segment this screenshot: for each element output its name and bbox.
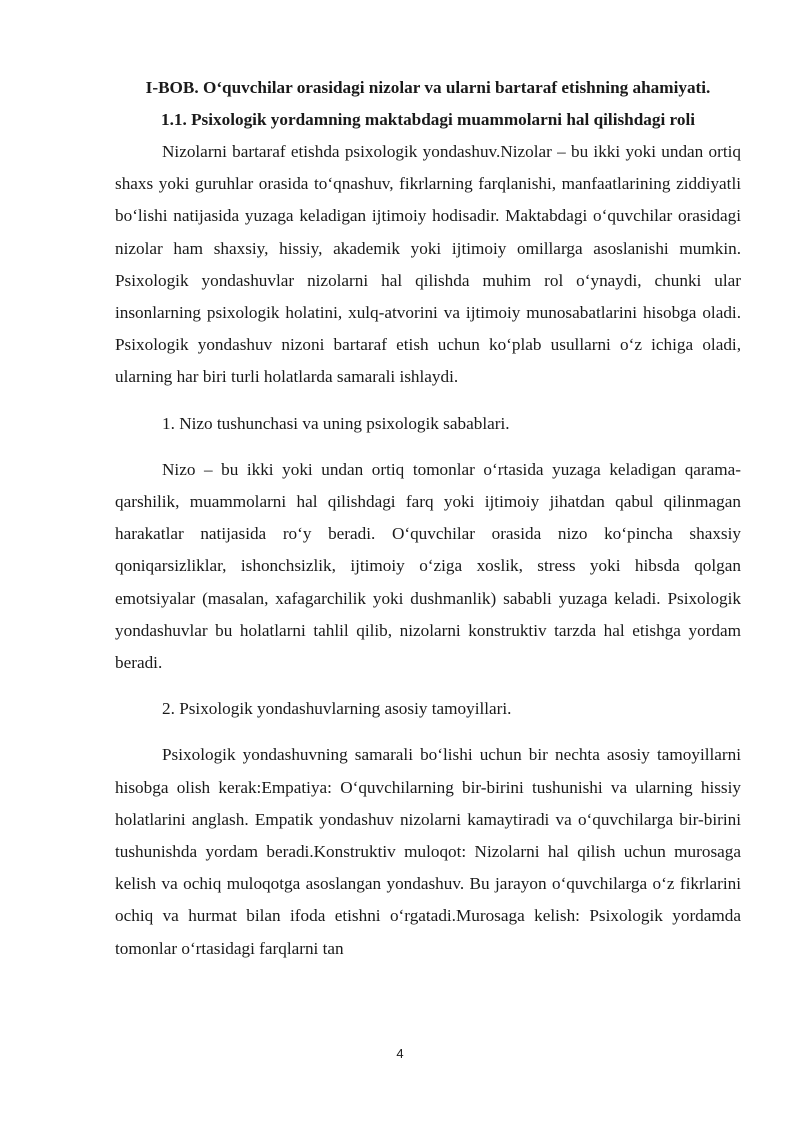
chapter-heading: I-BOB. O‘quvchilar orasidagi nizolar va ularni bartaraf etishning ahamiyati. [145,78,711,97]
list-item-heading-2: 2. Psixologik yondashuvlarning asosiy tamoyillari. [162,699,512,719]
page-number: 4 [396,1046,404,1061]
section-heading: 1.1. Psixologik yordamning maktabdagi muammolarni hal qilishdagi roli [160,110,696,129]
paragraph-conflict-definition: Nizo – bu ikki yoki undan ortiq tomonlar o‘rtasida yuzaga keladigan qarama-qarshilik, muammolarni hal qilishdagi farq yoki ijtimoiy jihatdan qabul qilinmagan harakatlar natijasida ro‘y beradi. O‘quvchilar orasida nizo ko‘pincha shaxsiy qoniqarsizliklar, ishonchsizlik, ijtimoiy o‘ziga xoslik, stress yoki hibsda qolgan emotsiyalar (masalan, xafagarchilik yoki dushmanlik) sababli yuzaga keladi. Psixologik yondashuvlar bu holatlarni tahlil qilib, nizolarni konstruktiv tarzda hal etishga yordam beradi. [115,459,741,673]
document-page [115,70,741,965]
paragraph-principles: Psixologik yondashuvning samarali bo‘lishi uchun bir nechta asosiy tamoyillarni hisobga olish kerak:Empatiya: O‘quvchilarning bir-birini tushunishi va ularning hissiy holatlarini anglash. Empatik yondashuv nizolarni kamaytiradi va o‘quvchilarga bir-birini tushunishda yordam beradi.Konstruktiv muloqot: Nizolarni hal qilish uchun murosaga kelish va ochiq muloqotga asoslangan yondashuv. Bu jarayon o‘quvchilarga o‘z fikrlarini ochiq va hurmat bilan ifoda etishni o‘rgatadi.Murosaga kelish: Psixologik yordamda tomonlar o‘rtasidagi farqlarni tan [115,745,741,958]
paragraph-intro: Nizolarni bartaraf etishda psixologik yondashuv.Nizolar – bu ikki yoki undan ortiq shaxs yoki guruhlar orasida to‘qnashuv, fikrlarning farqlanishi, manfaatlarining ziddiyatli bo‘lishi natijasida yuzaga keladigan ijtimoiy hodisadir. Maktabdagi o‘quvchilar orasidagi nizolar ham shaxsiy, hissiy, akademik yoki ijtimoiy omillarga asoslanishi mumkin. Psixologik yondashuvlar nizolarni hal qilishda muhim rol o‘ynaydi, chunki ular insonlarning psixologik holatini, xulq-atvorini va ijtimoiy munosabatlarini hisobga oladi. Psixologik yondashuv nizoni bartaraf etish uchun ko‘plab usullarni o‘z ichiga oladi, ularning har biri turli holatlarda samarali ishlaydi. [115,142,741,387]
list-item-heading-1: 1. Nizo tushunchasi va uning psixologik sabablari. [162,413,510,433]
